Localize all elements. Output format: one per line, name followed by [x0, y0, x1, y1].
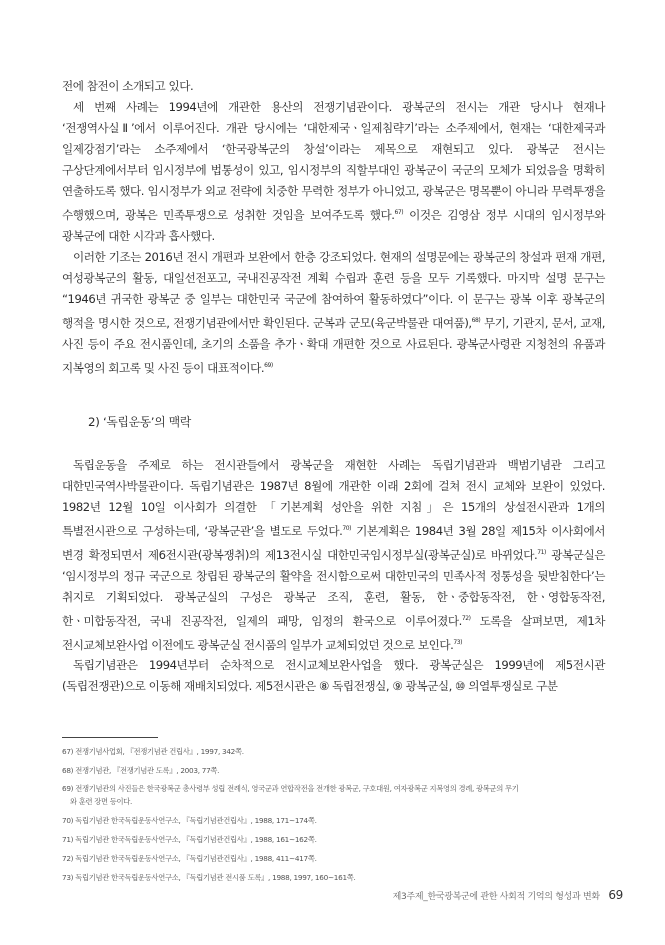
page-footer [393, 888, 623, 902]
footnote: 71) 독립기념관 한국독립운동사연구소, 『독립기념관건립사』, 1988, 161~162쪽. [62, 835, 317, 844]
paragraph [62, 97, 605, 247]
footnote-divider [62, 737, 158, 738]
footnote-text: 와 훈련 장면 등이다. [70, 796, 133, 806]
footnote-ref: 69) [264, 361, 273, 369]
footnote: 68) 전쟁기념관, 『전쟁기념관 도록』, 2003, 77쪽. [62, 766, 220, 775]
footnote: 73) 독립기념관 한국독립운동사연구소, 『독립기념관 전시품 도록』, 1988, 1997, 160~161쪽. [62, 873, 356, 882]
paragraph-text: 이러한 기조는 2016년 전시 개편과 보완에서 한층 강조되었다. 현재의 설명문에는 광복군의 창설과 편재 개편, 여성광복군의 활동, 대일선전포고, 국내진공작전 계획 수립과 훈련 등을 모두 기록했다. 마지막 설명 문구는 “1946년 귀국한 광복군 중 일부는 대한민국 국군에 참여하여 활동하였다”이다. 이 문구는 광복 이후 광복군의 행적을 명시한 것으로, 전쟁기념관에서만 확인된다. 군복과 군모(육군박물관 대여품), [62, 249, 605, 330]
paragraph [62, 247, 605, 379]
footnote-ref: 71) [537, 548, 546, 556]
section-heading: 2) ‘독립운동’의 맥락 [88, 415, 191, 429]
running-title: 제3주제_한국광복군에 관한 사회적 기억의 형성과 변화 [392, 892, 600, 902]
footnote: 67) 전쟁기념사업회, 『전쟁기념관 건립사』, 1997, 342쪽. [62, 747, 244, 756]
paragraph [62, 655, 605, 697]
footnote-text: 69) 전쟁기념관의 사진들은 한국광복군 총사령부 성립 전례식, 영국군과 연합작전을 전개한 광복군, 구호대원, 여자광복군 지복영의 경례, 광복군의 무기 [62, 784, 519, 793]
paragraph-text: 도록을 살펴보면, 제1차 전시교체보완사업 이전에도 광복군실 전시품의 일부가 교체되었던 것으로 보인다. [62, 613, 605, 652]
body-text-section [62, 455, 605, 697]
body-text-top [62, 76, 605, 379]
footnote-ref: 68) [471, 316, 481, 324]
footnote: 70) 독립기념관 한국독립운동사연구소, 『독립기념관건립사』, 1988, 171~174쪽. [62, 816, 317, 825]
page-number: 69 [608, 888, 623, 902]
footnote: 72) 독립기념관 한국독립운동사연구소, 『독립기념관건립사』, 1988, 411~417쪽. [62, 854, 317, 863]
paragraph-text: 기본계획은 1984년 3월 28일 제15차 이사회에서 변경 확정되면서 제6전시관(광복쟁취)의 제13전시실 대한민국임시정부실(광복군실)로 바뀌었다. [62, 523, 605, 562]
paragraph-text: 세 번째 사례는 1994년에 개관한 용산의 전쟁기념관이다. 광복군의 전시는 개관 당시나 현재나 ‘전쟁역사실Ⅱ’에서 이루어진다. 개관 당시에는 ‘대한제국ㆍ일제침략기’라는 소주제에서, 현재는 ‘대한제국과 일제강점기’라는 소주제에서 ‘한국광복군의 창설’이라는 제목으로 재현되고 있다. 광복군 전시는 구상단계에서부터 임시정부에 법통성이 있고, 임시정부의 직할부대인 광복군이 국군의 모체가 되었음을 명확히 연출하도록 했다. 임시정부가 외교 전략에 치중한 무력한 정부가 아니었고, 광복군은 명목뿐이 아니라 무력투쟁을 수행했으며, 광복은 민족투쟁으로 성취한 것임을 보여주도록 했다. [62, 100, 605, 222]
footnote-ref: 67) [394, 209, 404, 216]
footnotes [62, 742, 610, 887]
paragraph-text: 전에 참전이 소개되고 있다. [62, 79, 194, 93]
paragraph [62, 76, 605, 97]
footnote-ref: 72) [461, 614, 471, 622]
paragraph-text: 광복군실은 ‘임시정부의 정규 국군으로 창립된 광복군의 활약을 전시함으로써 대한민국의 민족사적 정통성을 뒷받침한다’는 취지로 기획되었다. 광복군실의 구성은 광복군 조직, 훈련, 활동, 한ㆍ중합동작전, 한ㆍ영합동작전, 한ㆍ미합동작전, 국내 진공작전, 일제의 패망, 임정의 환국으로 이루어졌다. [62, 547, 605, 628]
paragraph-text: 독립운동을 주제로 하는 전시관들에서 광복군을 재현한 사례는 독립기념관과 백범기념관 그리고 대한민국역사박물관이다. 독립기념관은 1987년 8월에 개관한 이래 2회에 걸쳐 전시 교체와 보완이 있었다. 1982년 12월 10일 이사회가 의결한 「기본계획 성안을 위한 지침」은 15개의 상설전시관과 1개의 특별전시관으로 구성하는데, ‘광복군관’을 별도로 두었다. [62, 458, 605, 538]
footnote-ref: 73) [453, 638, 463, 646]
paragraph-text: 이것은 김영삼 정부 시대의 임시정부와 광복군에 대한 시각과 흡사했다. [62, 207, 606, 243]
paragraph-text: 무기, 기관지, 문서, 교재, 사진 등이 주요 전시품인데, 초기의 소품을 추가ㆍ확대 개편한 것으로 사료된다. 광복군사령관 지청천의 유품과 지복영의 회고록 및 사진 등이 대표적이다. [62, 315, 605, 375]
paragraph [62, 455, 605, 655]
paragraph-text: 독립기념관은 1994년부터 순차적으로 전시교체보완사업을 했다. 광복군실은 1999년에 제5전시관(독립전쟁관)으로 이동해 재배치되었다. 제5전시관은 ⑧ 독립전쟁실, ⑨ 광복군실, ⑩ 의열투쟁실로 구분 [62, 658, 605, 694]
footnote-ref: 70) [342, 525, 352, 532]
footnote [62, 780, 610, 811]
